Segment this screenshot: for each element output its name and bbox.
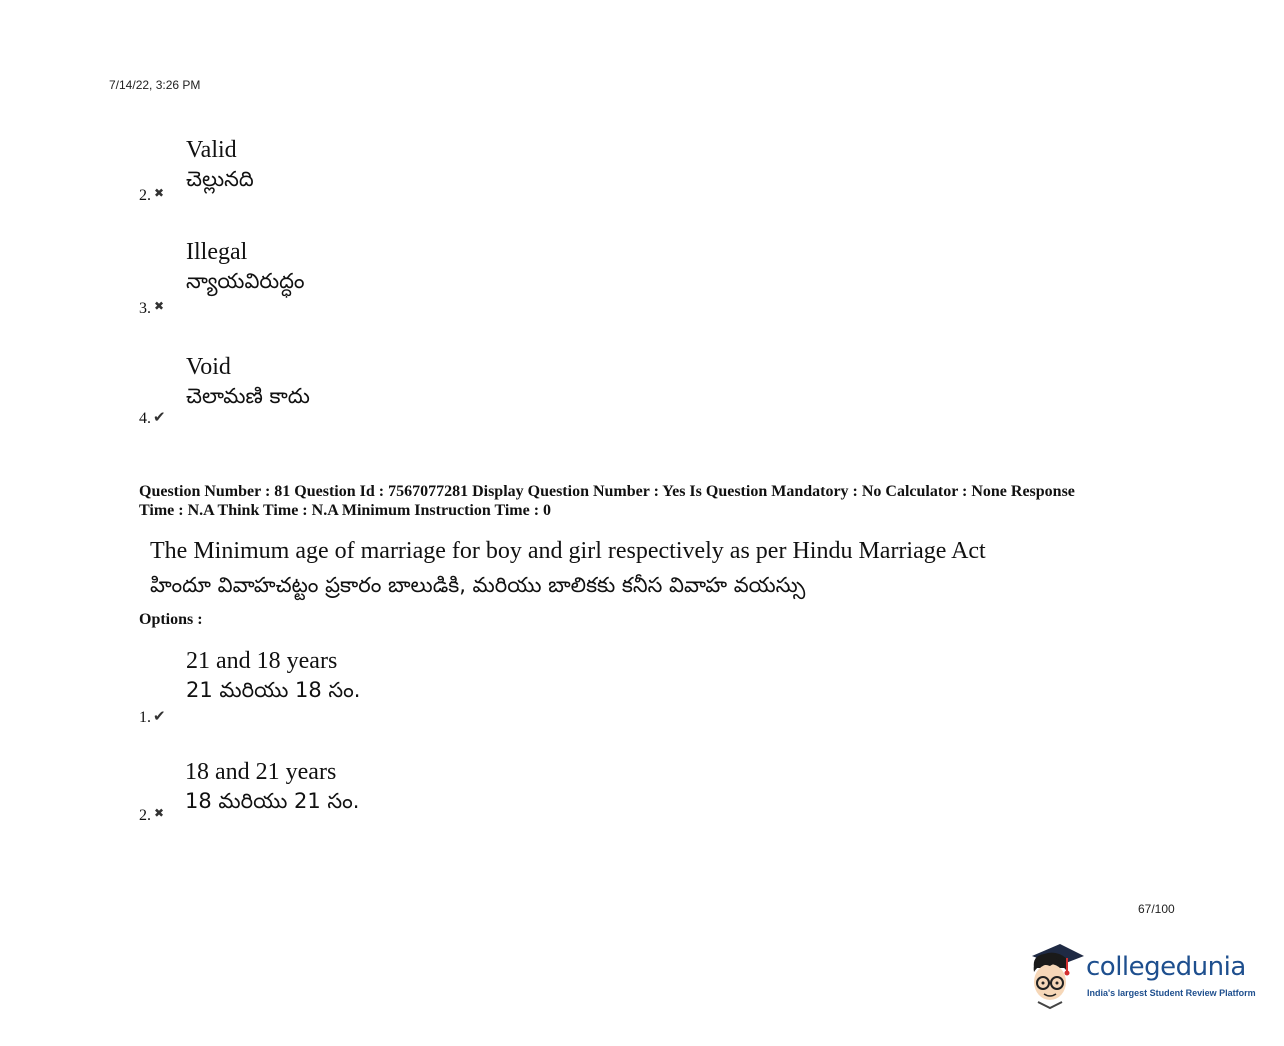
collegedunia-logo [1026,938,1256,1014]
options-label: Options : [139,611,203,628]
cross-icon: ✖ [154,299,165,313]
page-number: 67/100 [1138,902,1175,916]
mascot-icon [1026,938,1086,1010]
option-number: 2. [139,187,151,204]
option-text-english: Illegal [186,239,248,265]
cross-icon: ✖ [154,186,165,200]
option-number-row [139,408,166,428]
logo-name: collegedunia [1086,952,1246,982]
question-meta [139,482,1159,520]
check-icon: ✔ [153,410,166,426]
option-previous-2 [139,136,1039,216]
option-1 [139,647,1039,727]
option-number: 2. [139,807,151,824]
option-number-row [139,707,166,727]
question-text-telugu: హిందూ వివాహచట్టం ప్రకారం బాలుడికి, మరియు బాలికకు కనీస వివాహ వయస్సు [150,573,806,597]
question-meta-line-1: Question Number : 81 Question Id : 7567077281 Display Question Number : Yes Is Question Mandatory : No Calculator : None Response [139,483,1075,500]
option-text-english: Valid [186,137,237,163]
option-text-telugu: 21 మరియు 18 సం. [186,678,361,702]
option-text-telugu: న్యాయవిరుద్ధం [186,269,305,293]
option-text-english: Void [186,354,231,380]
option-text-english: 18 and 21 years [185,759,337,785]
option-number-row [139,186,164,205]
option-2 [139,758,1039,838]
option-previous-3 [139,238,1039,318]
option-number-row [139,806,164,825]
option-number-row [139,299,164,318]
question-meta-line-2: Time : N.A Think Time : N.A Minimum Instruction Time : 0 [139,502,552,519]
option-text-telugu: చెలామణి కాదు [186,384,310,408]
option-text-english: 21 and 18 years [186,648,338,674]
option-number: 1. [139,709,151,726]
question-text-english: The Minimum age of marriage for boy and girl respectively as per Hindu Marriage Act [150,538,986,564]
option-previous-4 [139,353,1039,433]
option-text-telugu: చెల్లునది [186,167,254,191]
check-icon: ✔ [153,709,166,725]
cross-icon: ✖ [154,806,165,820]
timestamp: 7/14/22, 3:26 PM [109,78,201,92]
option-text-telugu: 18 మరియు 21 సం. [185,789,360,813]
logo-tagline: India's largest Student Review Platform [1087,988,1256,998]
option-number: 3. [139,300,151,317]
option-number: 4. [139,410,151,427]
